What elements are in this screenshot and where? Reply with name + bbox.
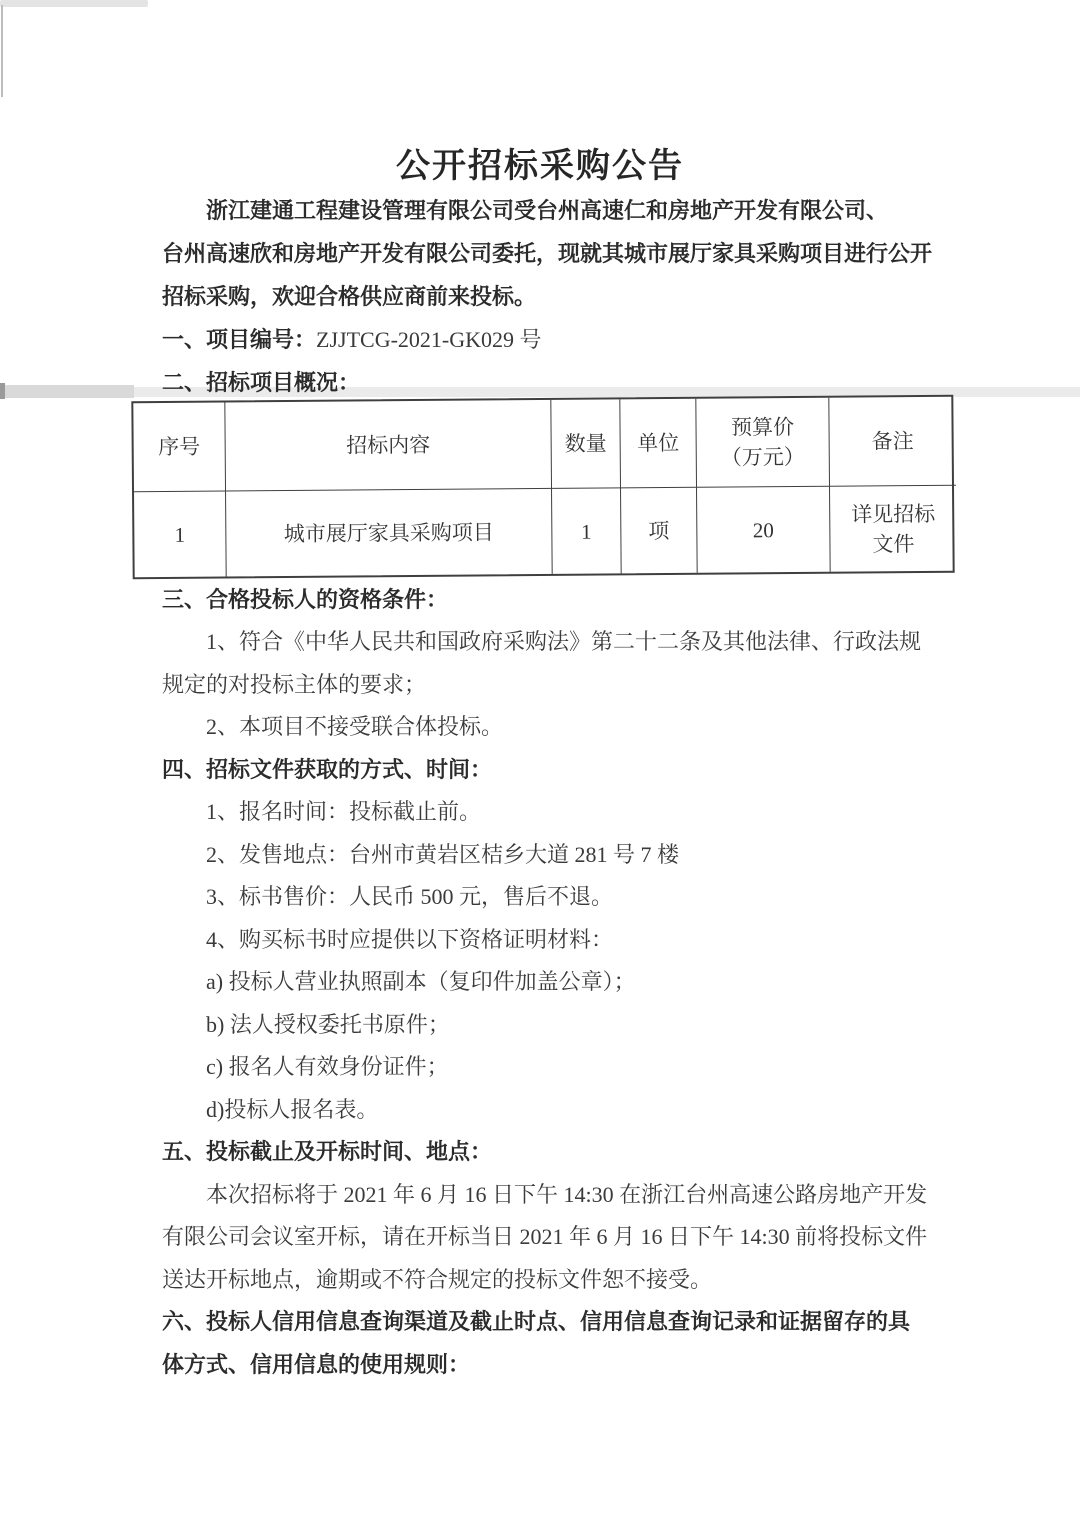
scan-artifact-top-edge [0,0,148,7]
table-cell-remark-line2: 文件 [872,531,915,556]
table-header-content: 招标内容 [225,400,552,492]
section-4-item-4: 4、购买标书时应提供以下资格证明材料： [206,927,614,952]
table-cell-quantity: 1 [552,488,622,574]
scan-artifact-band-tick [0,383,5,399]
intro-line-1: 浙江建通工程建设管理有限公司受台州高速仁和房地产开发有限公司、 [206,198,889,223]
section-3-item-1-line-2: 规定的对投标主体的要求； [162,672,427,697]
section-4-item-c: c) 报名人有效身份证件； [206,1054,449,1079]
table-cell-seq: 1 [134,491,227,577]
table-cell-remark-line1: 详见招标 [851,501,936,527]
section-4-item-2: 2、发售地点：台州市黄岩区桔乡大道 281 号 7 楼 [206,842,680,867]
section-1-heading [162,325,954,355]
section-5-para-line-2: 有限公司会议室开标，请在开标当日 2021 年 6 月 16 日下午 14:30 前将投标文件 [162,1224,928,1249]
table-header-quantity: 数量 [551,399,621,489]
section-4-item-b: b) 法人授权委托书原件； [206,1012,450,1037]
table-header-budget [696,398,830,488]
section-3-heading: 三、合格投标人的资格条件： [162,587,449,612]
section-1-label: 一、项目编号： [162,327,317,352]
section-4-item-1: 1、报名时间：投标截止前。 [206,799,482,824]
section-5-para-line-3: 送达开标地点，逾期或不符合规定的投标文件恕不接受。 [162,1267,713,1292]
section-3-item-1-line-1: 1、符合《中华人民共和国政府采购法》第二十二条及其他法律、行政法规 [206,629,922,654]
project-number: ZJJTCG-2021-GK029 号 [316,327,542,352]
section-5-para-line-1: 本次招标将于 2021 年 6 月 16 日下午 14:30 在浙江台州高速公路房地产开发 [206,1182,928,1207]
table-header-budget-line1: 预算价 [730,415,795,440]
intro-line-3: 招标采购，欢迎合格供应商前来投标。 [162,284,537,309]
section-5-heading: 五、投标截止及开标时间、地点： [162,1139,493,1164]
section-4-item-3: 3、标书售价：人民币 500 元，售后不退。 [206,884,614,909]
table-header-seq: 序号 [133,402,226,492]
section-6-heading-line-2: 体方式、信用信息的使用规则： [162,1352,471,1377]
scan-artifact-band-left [0,385,134,398]
section-4-item-d: d)投标人报名表。 [206,1097,379,1122]
section-3-item-2: 2、本项目不接受联合体投标。 [206,714,504,739]
table-header-unit: 单位 [620,399,697,489]
table-header-budget-line2: （万元） [720,444,805,470]
section-4-item-a: a) 投标人营业执照副本（复印件加盖公章）； [206,969,636,994]
table-cell-content: 城市展厅家具采购项目 [226,489,553,577]
document-title: 公开招标采购公告 [396,148,684,185]
intro-line-2: 台州高速欣和房地产开发有限公司委托，现就其城市展厅家具采购项目进行公开 [162,241,933,266]
section-6-heading-line-1: 六、投标人信用信息查询渠道及截止时点、信用信息查询记录和证据留存的具 [162,1309,911,1334]
section-4-heading: 四、招标文件获取的方式、时间： [162,757,493,782]
table-cell-unit: 项 [621,488,698,574]
bid-overview-table [131,395,954,579]
table-cell-remark [830,486,957,572]
table-header-remark: 备注 [829,397,956,487]
scan-artifact-left-line [1,5,3,97]
table-cell-budget: 20 [697,487,831,573]
section-2-heading: 二、招标项目概况： [162,370,361,395]
